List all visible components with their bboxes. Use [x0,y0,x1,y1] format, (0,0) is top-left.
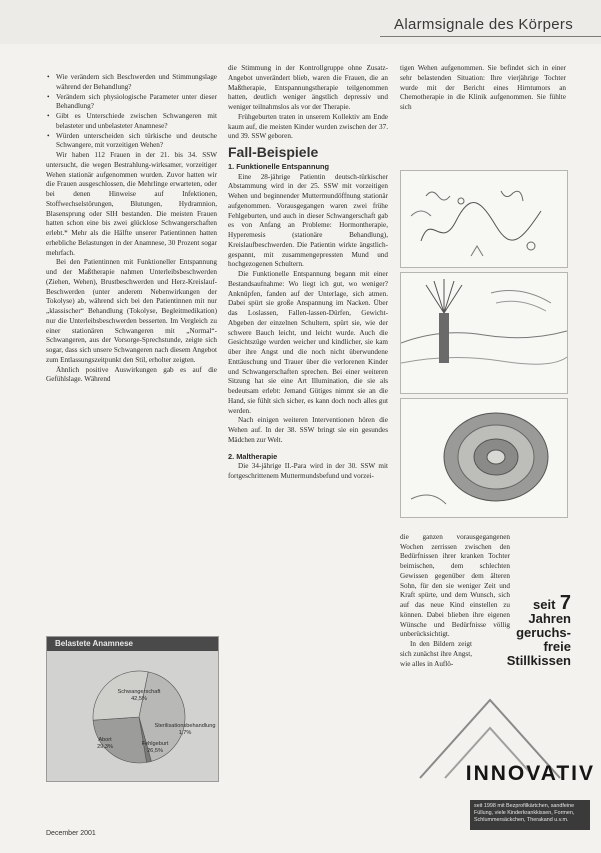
body-paragraph: Nach einigen weiteren Interventionen hören die Wehen auf. In der 38. SSW bringt sie ein gesundes Mädchen zur Welt. [228,416,388,444]
body-paragraph: Ähnlich positive Auswirkungen gab es auf die Gefühlslage. Während [46,365,217,384]
ad-years: 7 [559,592,571,614]
circles-drawing-image [401,399,567,517]
patient-drawing-3 [400,398,568,518]
slice-label: Abort [98,737,112,743]
slice-value-label: 26,5% [147,748,163,754]
body-paragraph: die ganzen vorausgegangenen Wochen zerrissen zwischen den Bedürfnissen ihrer kranken Tochter beimischen, dem schlechten Gewissen gegenüber dem älteren Sohn, für den sie weniger Zeit und Kraft spürte, und dem Wunsch, sich auf das neue Kind einstellen zu können. Dabei blieben ihre eigenen Wünsche und Bedürfnisse völlig unberücksichtigt. [400,532,510,639]
body-paragraph: Bei den Patientinnen mit Funktioneller Entspannung und der Maßtherapie nahmen Unterleibsbeschwerden (Ziehen, Wehen), Brustbeschwerden und Herz-Kreislauf-Beschwerden (unter anderem Nebenwirkungen der Tokolyse) ab, während sich bei den Patientinnen mit nur „klassischer“ Behandlung (Tokolyse, Begleitmedikation) nur die Unterleibsbeschwerden besserten. Im Vergleich zu einer stationären Schwangeren mit „Normal“-Schwangeren, aus der Vorsorge-Sprechstunde, zeigte sich sogar, dass sich unsere Schwangeren nach diesem Angebot zum Entlassungszeitpunkt den Stil, erholter zeigten. [46,258,217,364]
research-questions-list [46,73,217,151]
page-footer-date: December 2001 [46,830,96,837]
subsection-heading: 1. Funktionelle Entspannung [228,161,330,171]
list-item: • Würden unterscheiden sich türkische und deutsche Schwangere, mit vorzeitigen Wehen? [56,132,217,152]
header-rule [380,36,601,37]
pie-chart-figure [46,636,219,782]
ad-seit: seit [533,597,556,612]
pie-chart [47,651,218,781]
ad-tagline: seit 1998 mit Bezprofilkärtchen, sandfeine Füllung, viele Kinderkrankkissen, Formen, Schlummersäckchen, Therakand u.v.m. [470,800,590,830]
patient-drawing-1 [400,170,568,268]
tree-drawing-image [401,273,567,393]
body-paragraph: Frühgeburten traten in unserem Kollektiv am Ende kaum auf, die meisten Kinder wurden zwischen der 37. und 39. SSW geboren. [228,112,388,141]
ad-jahren: Jahren [528,611,571,626]
slice-value-label: 1,7% [178,730,192,736]
patient-drawing-2 [400,272,568,394]
body-paragraph: Die Funktionelle Entspannung begann mit einer Bestandsaufnahme: Wo liegt ich gut, wo weniger? Anknüpfen, fanden auf der Unterlage, sich atmen. Dabei spürt sie große Anspannung im Nacken. Über das Loslassen, Fallen-lassen-Dürfen, Gewicht-Abgeben der einzelnen Schultern, spürt sie, wie der schwere Bauch leicht, und leicht wurde. Auch die Gesichtszüge wurden weicher und kindlicher, sie kam über ihre Angst und die noch nicht überwundene Enttäuschung und Trauer über die verlorenen Kinder und Schwangerschaften sprechen. Bei einer weiteren Sitzung hat sie eine Art Illumination, die sie als bedeutsam erlebt: Jemand Gütiges nimmt sie an die Hand, sie fühlt sich sicher, es kann doch noch alles gut werden. [228,270,388,415]
ad-headline [479,592,571,668]
ad-brand-logo: INNOVATIV [465,762,595,785]
scribble-drawing-image [401,171,567,267]
list-item: • Wie verändern sich Beschwerden und Stimmungslage während der Behandlung? [56,73,217,93]
body-paragraph: die Stimmung in der Kontrollgruppe ohne Zusatz-Angebot unverändert blieb, waren die Frauen, die an Maßtherapie, Entspannungstherapie teilgenommen hatten, deutlich weniger ängstlich depressiv und weniger teilnahmslos als vor der Therapie. [228,64,388,111]
body-paragraph: Die 34-jährige II.-Para wird in der 30. SSW mit fortgeschrittenem Muttermundsbefund und vorzei- [228,462,388,480]
slice-label: Schwangerschaft [117,689,161,695]
chart-title: Belastete Anamnese [47,637,218,651]
body-paragraph: In den Bildern zeigt sich zunächst ihre Angst, wie alles in Auflö- [400,640,472,668]
column-2 [228,64,388,482]
ad-line-3: freie [543,639,571,654]
body-paragraph: Eine 28-jährige Patientin deutsch-türkischer Abstammung wird in der 25. SSW mit vorzeitigen Wehen und beginnender Muttermundöffnung stationär aufgenommen. Vorausgegangen waren zwei frühe Fehlgeburten, und auch in dieser Schwangerschaft gab es von Anfang an Probleme: Hormontherapie, Hyperemesis (stationäre Behandlung), Kreislaufbeschwerden. Die Patientin wirkte ängstlich-gespannt, mit zusammengepressten Mund und hochgezogenen Schultern. [228,172,388,269]
ad-line-2: geruchs- [516,625,571,640]
body-paragraph: Wir haben 112 Frauen in der 21. bis 34. SSW untersucht, die wegen Bestrahlung-wirksamer, vorzeitiger Wehen stationär aufgenommen wurden. Zuvor hatten wir die Frauen ausgeschlossen, die Mehrlinge erwarteten, oder bei denen Hinweise auf Infektionen, Stoffwechselstörungen, Blutungen, Hydramnion, Blasensprung oder SIH bestanden. Die meisten Frauen hatten schon eine bis zwei glücklose Schwangerschaften erlebt.* Mehr als die Hälfte unserer Patientinnen hatten erhebliche Belastungen in der Anamnese, 30 Prozent sogar mehrfach. [46,151,217,257]
column-1 [46,73,217,385]
slice-value-label: 42,5% [131,696,147,702]
body-paragraph: tigen Wehen aufgenommen. Sie befindet sich in einer sehr belastenden Situation: Ihre vierjährige Tochter wurde mit der Bericht eines Hirntumors an Chemotherapie in die Klinik aufgenommen. Sie fühlte sich [400,64,566,111]
slice-value-label: 29,3% [97,744,113,750]
running-header-title: Alarmsignale des Körpers [394,16,573,33]
subsection-heading: 2. Maltherapie [228,451,278,461]
slice-label: Sterilisationsbehandlung [154,723,216,729]
slice-label: Fehlgeburt [141,741,169,747]
list-item: • Verändern sich physiologische Parameter unter dieser Behandlung? [56,93,217,113]
list-item: • Gibt es Unterschiede zwischen Schwangeren mit belasteter und unbelasteter Anamnese? [56,112,217,132]
ad-line-4: Stillkissen [506,653,571,668]
section-heading: Fall-Beispiele [228,144,319,160]
